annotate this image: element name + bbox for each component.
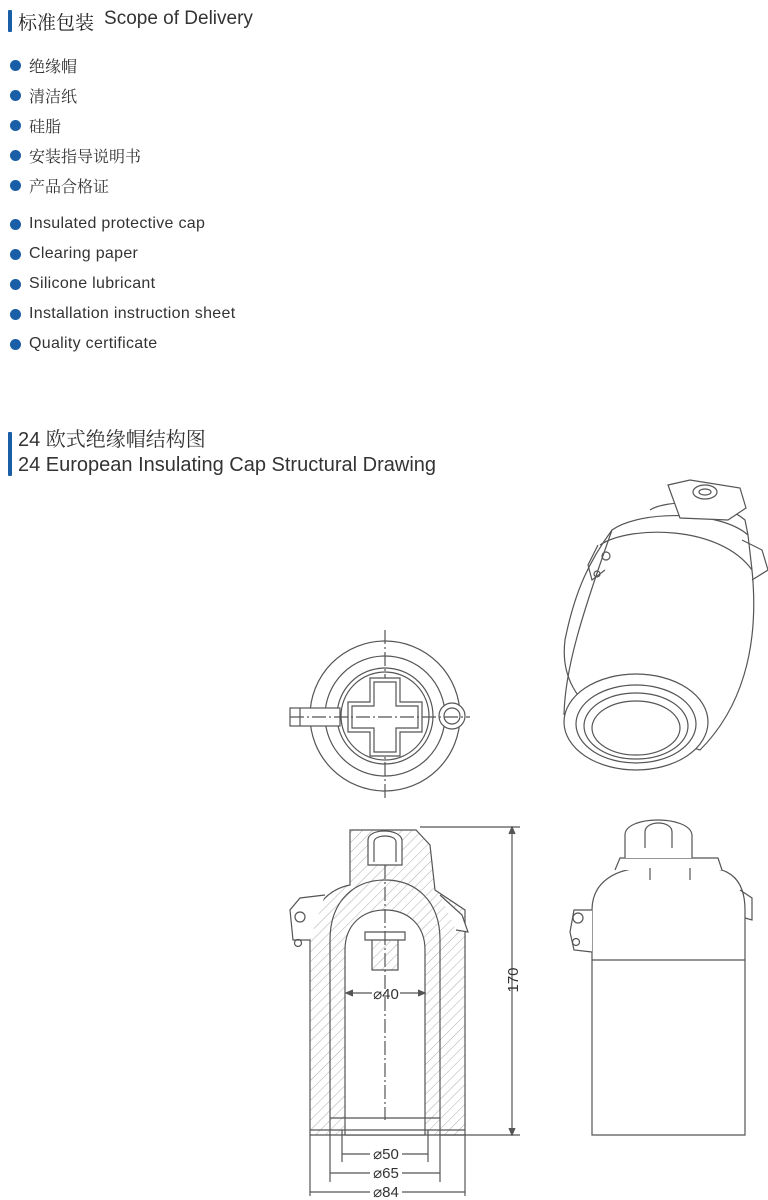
section-view: [290, 830, 468, 1135]
delivery-heading: [8, 8, 253, 35]
bullet-icon: [10, 309, 21, 320]
dim-d65-label: ⌀65: [373, 1165, 399, 1182]
list-item: Installation instruction sheet: [10, 299, 235, 329]
list-item: Clearing paper: [10, 239, 235, 269]
bullet-icon: [10, 60, 21, 71]
list-item: Quality certificate: [10, 329, 235, 359]
top-view: [290, 630, 470, 800]
bullet-icon: [10, 180, 21, 191]
delivery-list-zh: [10, 50, 141, 200]
bullet-icon: [10, 120, 21, 131]
drawing-title-zh: 24 欧式绝缘帽结构图: [18, 429, 206, 451]
dim-d50-label: ⌀50: [373, 1146, 399, 1163]
dim-height-label: 170: [505, 967, 522, 993]
list-item: 硅脂: [10, 110, 141, 140]
list-item: 产品合格证: [10, 170, 141, 200]
bullet-icon: [10, 249, 21, 260]
bullet-icon: [10, 279, 21, 290]
dim-d84-label: ⌀84: [373, 1184, 399, 1200]
delivery-title-en: Scope of Delivery: [104, 8, 253, 29]
dim-d40-label: ⌀40: [373, 986, 399, 1003]
heading-accent-bar: [8, 10, 12, 32]
list-item: 清洁纸: [10, 80, 141, 110]
list-item: 绝缘帽: [10, 50, 141, 80]
bullet-icon: [10, 219, 21, 230]
drawing-title-en: 24 European Insulating Cap Structural Drawing: [18, 454, 437, 476]
delivery-list-en: [10, 209, 235, 359]
bullet-icon: [10, 90, 21, 101]
list-item: 安装指导说明书: [10, 140, 141, 170]
bullet-icon: [10, 150, 21, 161]
list-item: Insulated protective cap: [10, 209, 235, 239]
bullet-icon: [10, 339, 21, 350]
cap-structural-drawing: [0, 470, 768, 1200]
side-view: [570, 820, 752, 1135]
isometric-view: [564, 480, 768, 770]
list-item: Silicone lubricant: [10, 269, 235, 299]
delivery-title-zh: 标准包装: [18, 13, 95, 34]
